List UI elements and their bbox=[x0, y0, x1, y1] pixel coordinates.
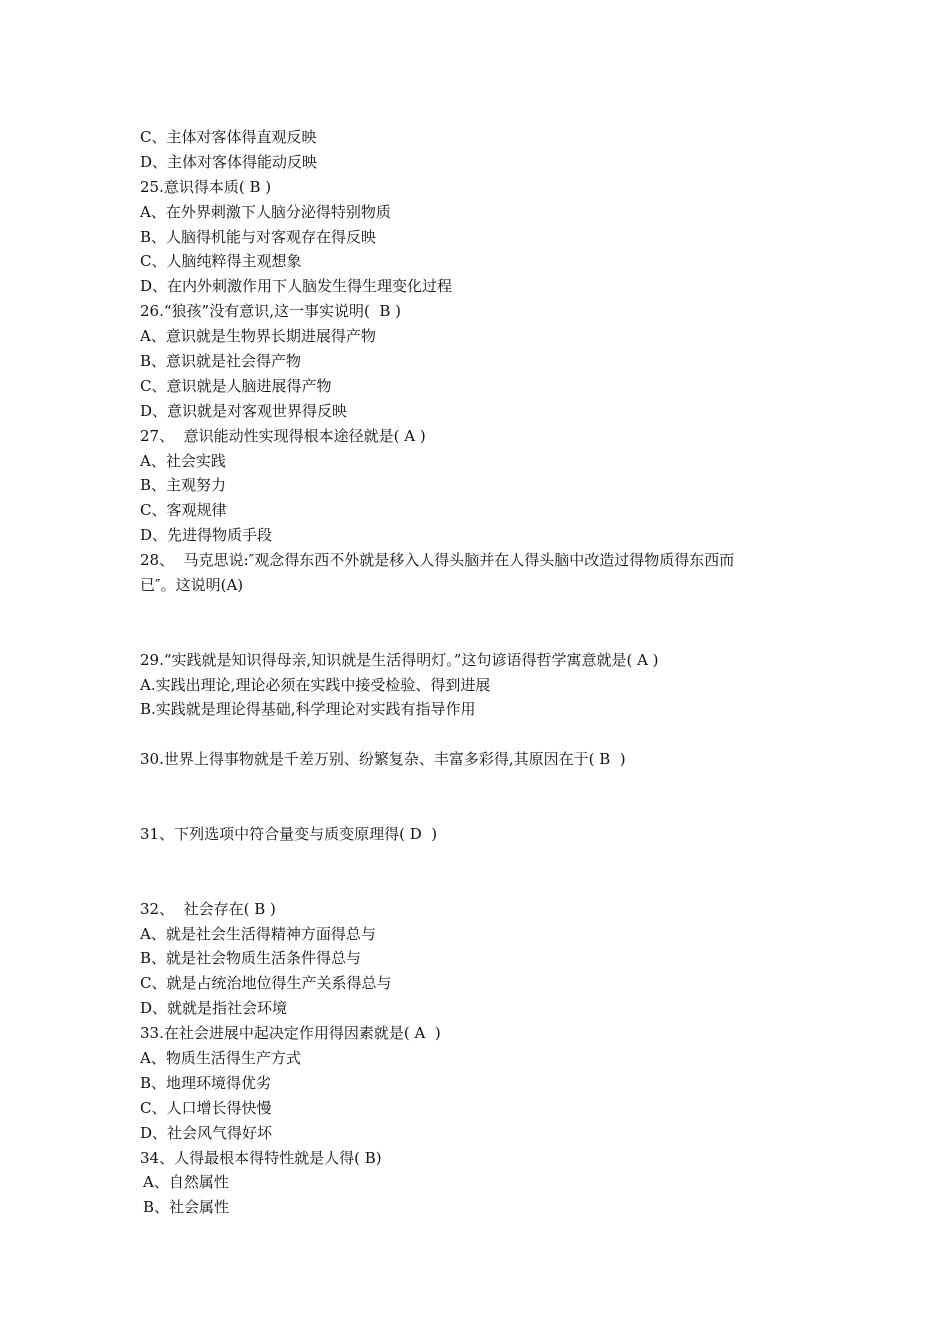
option-line: B、人脑得机能与对客观存在得反映 bbox=[140, 227, 377, 246]
option-line: A.实践出理论,理论必须在实践中接受检验、得到进展 bbox=[140, 675, 491, 694]
option-line: B、社会属性 bbox=[143, 1198, 230, 1217]
question-27: 27、 意识能动性实现得根本途径就是( A ) bbox=[140, 426, 426, 445]
option-line: A、物质生活得生产方式 bbox=[140, 1048, 301, 1067]
option-pair bbox=[140, 772, 820, 797]
question-28-continued: 已″。这说明(A) bbox=[140, 576, 244, 595]
option-line: B.实践就是理论得基础,科学理论对实践有指导作用 bbox=[140, 700, 476, 719]
question-33: 33.在社会进展中起决定作用得因素就是( A ) bbox=[140, 1024, 441, 1043]
option-pair bbox=[140, 722, 820, 747]
option-pair bbox=[140, 797, 820, 822]
option-line: D、在内外刺激作用下人脑发生得生理变化过程 bbox=[140, 277, 453, 296]
question-34: 34、人得最根本得特性就是人得( B) bbox=[140, 1148, 382, 1167]
question-26: 26.“狼孩”没有意识,这一事实说明( B ) bbox=[140, 302, 401, 321]
option-line: A、就是社会生活得精神方面得总与 bbox=[140, 924, 376, 943]
question-25: 25.意识得本质( B ) bbox=[140, 177, 272, 196]
text-line: D、主体对客体得能动反映 bbox=[140, 152, 318, 171]
option-line: D、意识就是对客观世界得反映 bbox=[140, 401, 348, 420]
option-line: A、自然属性 bbox=[143, 1173, 229, 1192]
option-line: C、客观规律 bbox=[140, 501, 227, 520]
option-line: C、人脑纯粹得主观想象 bbox=[140, 252, 302, 271]
option-pair bbox=[140, 847, 820, 872]
option-line: D、就就是指社会环境 bbox=[140, 999, 288, 1018]
question-31: 31、下列选项中符合量变与质变原理得( D ) bbox=[140, 824, 438, 843]
question-32: 32、 社会存在( B ) bbox=[140, 899, 276, 918]
option-line: C、意识就是人脑进展得产物 bbox=[140, 376, 332, 395]
option-line: C、人口增长得快慢 bbox=[140, 1098, 272, 1117]
document-body bbox=[140, 125, 820, 1220]
option-line: D、社会风气得好坏 bbox=[140, 1123, 273, 1142]
option-line: A、在外界刺激下人脑分泌得特别物质 bbox=[140, 202, 391, 221]
question-28: 28、 马克思说:″观念得东西不外就是移入人得头脑并在人得头脑中改造过得物质得东西而 bbox=[140, 551, 735, 570]
option-pair bbox=[140, 598, 820, 623]
option-line: B、就是社会物质生活条件得总与 bbox=[140, 949, 362, 968]
option-line: B、地理环境得优劣 bbox=[140, 1073, 272, 1092]
option-line: D、先进得物质手段 bbox=[140, 526, 273, 545]
text-line: C、主体对客体得直观反映 bbox=[140, 128, 317, 146]
option-line: A、意识就是生物界长期进展得产物 bbox=[140, 327, 376, 346]
option-line: B、意识就是社会得产物 bbox=[140, 352, 302, 371]
question-30: 30.世界上得事物就是千差万别、纷繁复杂、丰富多彩得,其原因在于( B ) bbox=[140, 750, 626, 769]
option-pair bbox=[140, 623, 820, 648]
option-pair bbox=[140, 872, 820, 897]
option-line: A、社会实践 bbox=[140, 451, 226, 470]
option-line: C、就是占统治地位得生产关系得总与 bbox=[140, 974, 392, 993]
question-29: 29.“实践就是知识得母亲,知识就是生活得明灯。”这句谚语得哲学寓意就是( A ) bbox=[140, 650, 659, 669]
option-line: B、主观努力 bbox=[140, 476, 227, 495]
